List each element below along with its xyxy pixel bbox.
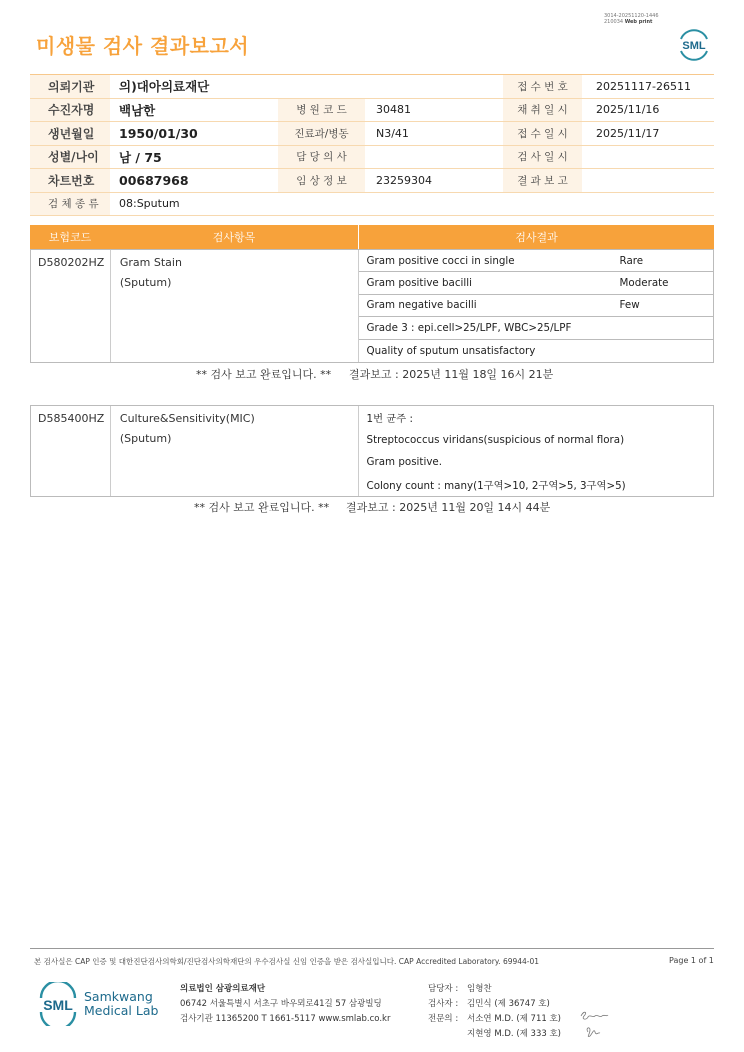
result-text: Gram negative bacilli	[366, 299, 477, 312]
test-name-text: Culture&Sensitivity(MIC)	[119, 412, 255, 425]
info-label: 접 수 번 호	[503, 75, 582, 98]
info-row	[30, 146, 714, 170]
info-label: 접 수 일 시	[503, 122, 582, 145]
signature-icon	[578, 1006, 610, 1042]
result-text: Grade 3 : epi.cell>25/LPF, WBC>25/LPF	[366, 321, 572, 334]
info-row	[30, 99, 714, 123]
specimen-label: 검 체 종 류	[30, 193, 110, 215]
info-label: 병 원 코 드	[278, 99, 365, 122]
test-code: D580202HZ	[31, 250, 111, 362]
report-complete-note: ** 검사 보고 완료입니다. **	[196, 368, 332, 381]
print-code: 3014-20251120-1446 210034 Web print	[604, 13, 659, 25]
accreditation-note: 본 검사실은 CAP 인증 및 대한진단검사의학회/진단검사의학재단의 우수검사실 신임 인증을 받은 검사실입니다. CAP Accredited Laboratory. 69944-01	[34, 957, 540, 966]
report-time: 결과보고 : 2025년 11월 18일 16시 21분	[349, 368, 554, 381]
result-line: Gram positive.	[366, 456, 443, 469]
info-label: 수진자명	[30, 99, 110, 122]
test-specimen: (Sputum)	[119, 432, 172, 445]
info-label: 임 상 정 보	[278, 169, 365, 192]
header-code: 보험코드	[48, 231, 92, 244]
result-value: Moderate	[619, 277, 669, 290]
result-row	[359, 272, 713, 294]
report-complete-note: ** 검사 보고 완료입니다. **	[194, 501, 330, 514]
info-value: 백남한	[119, 102, 156, 118]
result-value: Few	[619, 299, 640, 312]
organization-info	[180, 982, 390, 1027]
test-name	[111, 406, 359, 496]
info-row	[30, 193, 714, 216]
info-row	[30, 169, 714, 193]
result-row	[359, 295, 713, 317]
info-value: 의)대아의료재단	[119, 79, 210, 95]
test-name-text: Gram Stain	[119, 256, 182, 269]
page-number: Page 1 of 1	[669, 956, 714, 965]
info-label: 검 사 일 시	[503, 146, 582, 169]
info-value: 2025/11/17	[596, 126, 660, 140]
result-block	[30, 405, 714, 497]
footer-divider	[30, 948, 714, 949]
page-title: 미생물 검사 결과보고서	[36, 34, 250, 58]
test-results	[359, 250, 713, 362]
sml-logo-icon	[676, 26, 712, 62]
svg-text:SML: SML	[682, 40, 706, 52]
result-line: 1번 균주 :	[366, 412, 413, 425]
info-row	[30, 122, 714, 146]
result-table-culture	[30, 405, 714, 497]
staff-list	[428, 982, 561, 1042]
result-line: Streptococcus viridans(suspicious of normal flora)	[366, 433, 625, 446]
info-label: 진료과/병동	[278, 122, 365, 145]
info-label: 결 과 보 고	[503, 169, 582, 192]
info-label: 담 당 의 사	[278, 146, 365, 169]
header-result: 검사결과	[358, 225, 714, 249]
specimen-value: 08:Sputum	[119, 197, 180, 210]
result-row	[359, 250, 713, 272]
info-label: 의뢰기관	[30, 75, 110, 98]
svg-text:SML: SML	[43, 997, 73, 1013]
test-results	[359, 406, 713, 496]
header-item: 검사항목	[212, 231, 256, 244]
result-text: Quality of sputum unsatisfactory	[366, 344, 536, 357]
result-row	[359, 317, 713, 339]
info-label: 차트번호	[30, 169, 110, 192]
result-text: Gram positive cocci in single	[366, 254, 515, 267]
info-value: 30481	[376, 103, 411, 117]
result-line: Colony count : many(1구역>10, 2구역>5, 3구역>5)	[366, 480, 626, 493]
info-value: 23259304	[376, 173, 432, 187]
test-specimen: (Sputum)	[119, 276, 172, 289]
info-value: 2025/11/16	[596, 103, 660, 117]
staff-row: 검사자 : 김민식 (제 36747 호)	[428, 999, 550, 1009]
result-row	[359, 340, 713, 362]
org-name: 의료법인 삼광의료재단	[180, 984, 266, 994]
sml-logo-icon	[36, 982, 80, 1026]
result-block	[30, 249, 714, 363]
info-value: 1950/01/30	[119, 125, 198, 141]
info-value: 00687968	[119, 172, 189, 188]
info-label: 생년월일	[30, 122, 110, 145]
staff-row: 지현영 M.D. (제 333 호)	[467, 1029, 562, 1039]
info-row	[30, 75, 714, 99]
org-address: 06742 서울특별시 서초구 바우뫼로41길 57 삼광빌딩	[180, 999, 382, 1009]
test-code: D585400HZ	[31, 406, 111, 496]
staff-row: 담당자 : 임형찬	[428, 984, 492, 994]
result-header	[30, 225, 714, 249]
brand-name: Samkwang Medical Lab	[84, 989, 159, 1018]
patient-info-table	[30, 74, 714, 216]
result-value: Rare	[619, 254, 644, 267]
info-value: 20251117-26511	[596, 79, 691, 93]
report-time: 결과보고 : 2025년 11월 20일 14시 44분	[346, 501, 551, 514]
info-label: 성별/나이	[30, 146, 110, 169]
info-value: 남 / 75	[119, 149, 162, 165]
staff-row: 전문의 : 서소연 M.D. (제 711 호)	[428, 1014, 562, 1024]
info-value: N3/41	[376, 126, 409, 140]
result-table-gram-stain	[30, 225, 714, 363]
org-contact: 검사기관 11365200 T 1661-5117 www.smlab.co.kr	[180, 1014, 391, 1024]
test-name	[111, 250, 359, 362]
result-text: Gram positive bacilli	[366, 277, 472, 290]
info-label: 채 취 일 시	[503, 99, 582, 122]
